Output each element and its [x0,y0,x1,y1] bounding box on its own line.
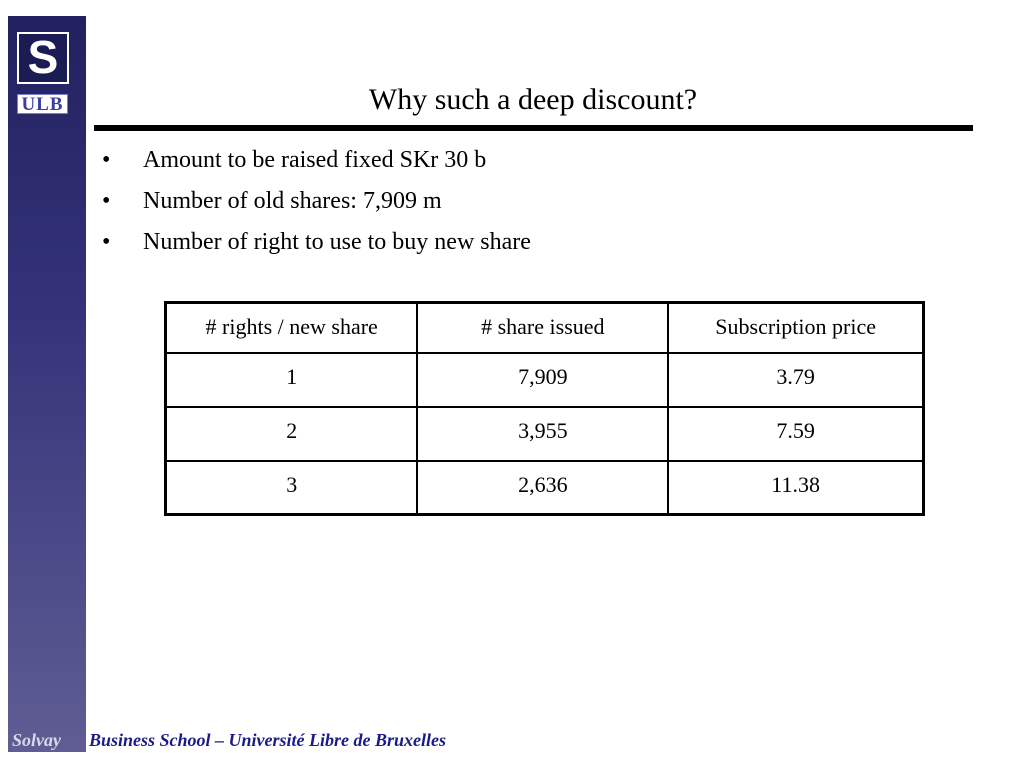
school-logo: S [17,32,69,84]
bullet-icon: • [102,229,111,255]
table-cell: 7,909 [417,353,668,407]
column-header: # share issued [417,303,668,353]
table-cell: 3 [166,461,418,515]
bullet-text: Amount to be raised fixed SKr 30 b [143,147,487,173]
bullet-list [100,144,531,267]
column-header: # rights / new share [166,303,418,353]
table-cell: 11.38 [668,461,923,515]
rights-issue-table [164,301,925,516]
table-cell: 7.59 [668,407,923,461]
bullet-icon: • [102,147,111,173]
bullet-item [100,185,531,217]
slide-title: Why such a deep discount? [368,83,698,116]
footer-solvay: Solvay [12,730,61,750]
table-cell: 3.79 [668,353,923,407]
table-cell: 2,636 [417,461,668,515]
footer [8,728,446,752]
ulb-badge: ULB [17,94,68,114]
table-row [166,461,924,515]
sidebar-band [8,16,86,752]
column-header: Subscription price [668,303,923,353]
table-row [166,353,924,407]
table-cell: 2 [166,407,418,461]
bullet-text: Number of right to use to buy new share [143,229,531,255]
bullet-item [100,226,531,258]
table-cell: 3,955 [417,407,668,461]
bullet-item [100,144,531,176]
footer-school-name: Business School – Université Libre de Bruxelles [89,730,447,750]
table-header-row [166,303,924,353]
title-divider [94,125,973,131]
bullet-text: Number of old shares: 7,909 m [143,188,442,214]
table-row [166,407,924,461]
bullet-icon: • [102,188,111,214]
table-cell: 1 [166,353,418,407]
